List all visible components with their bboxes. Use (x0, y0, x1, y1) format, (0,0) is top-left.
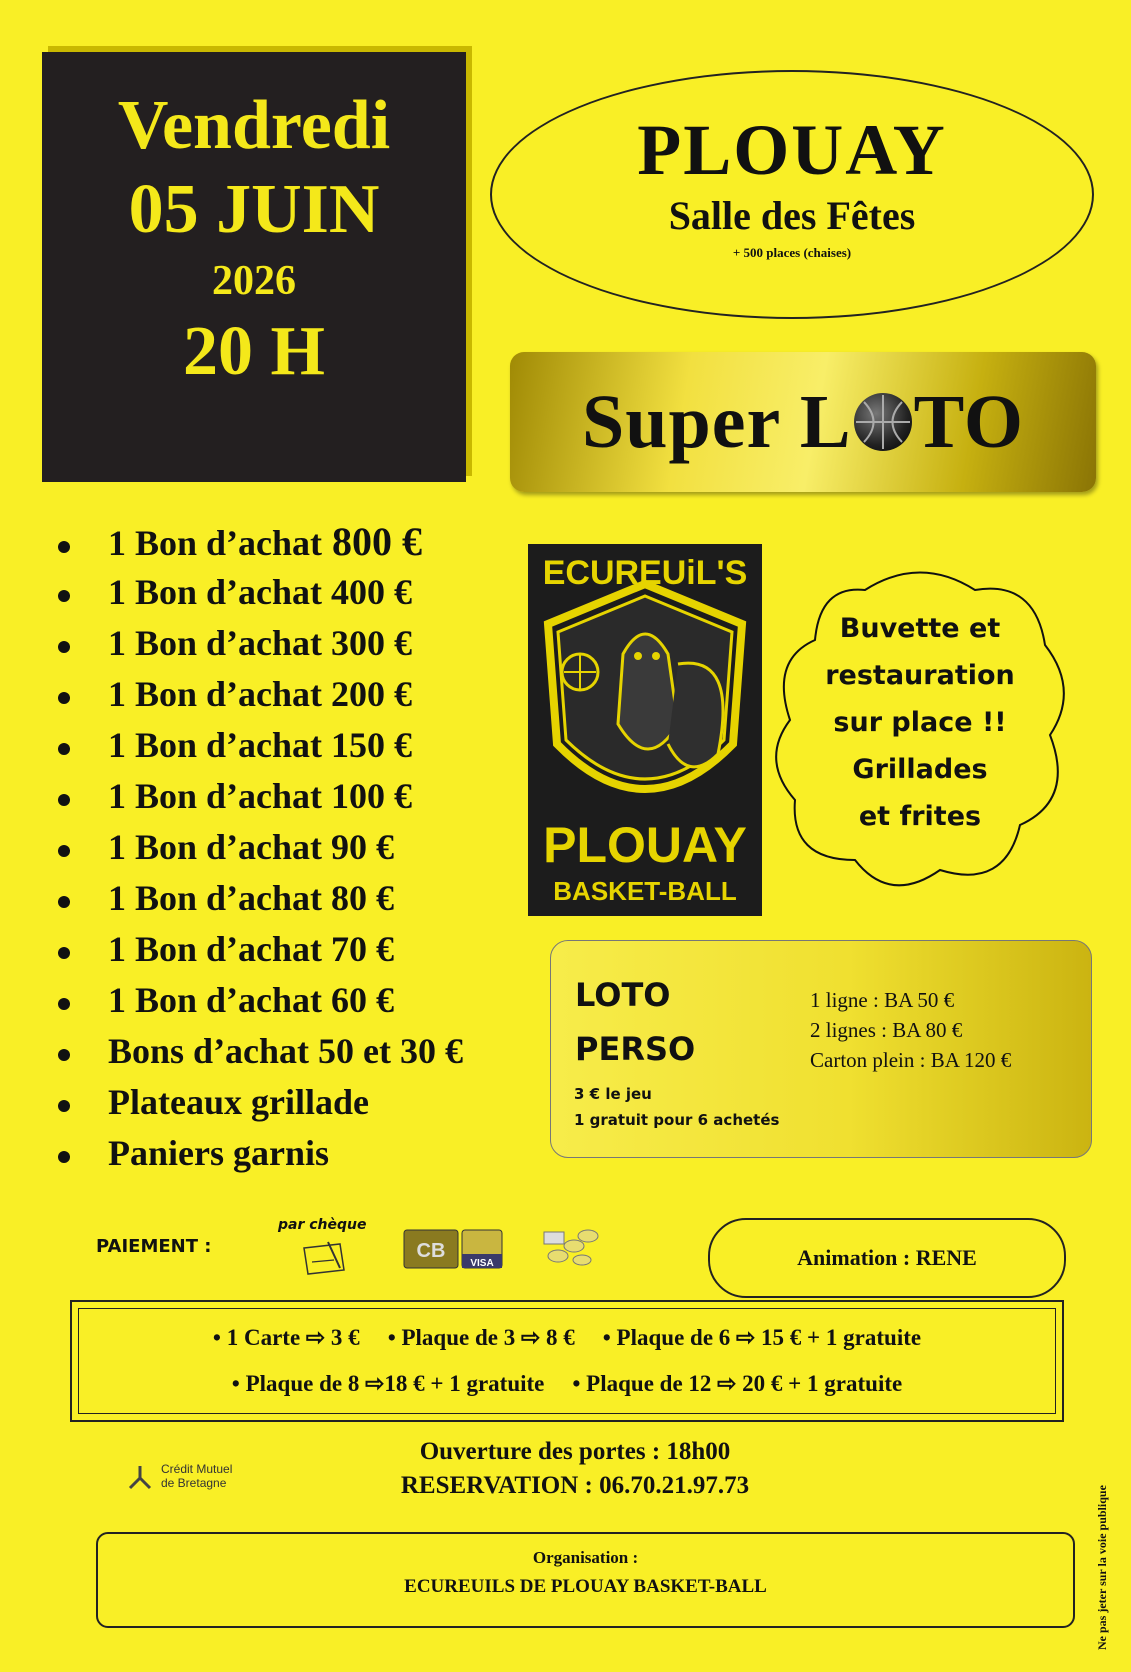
cloud-line: Grillades (852, 754, 988, 785)
bank-name-2: de Bretagne (161, 1476, 227, 1490)
club-logo-sport: BASKET-BALL (553, 876, 737, 906)
side-note: Ne pas jeter sur la voie publique (1095, 1485, 1109, 1650)
animation-info: Animation : RENE (708, 1218, 1066, 1298)
bullet-icon (58, 947, 70, 959)
basketball-icon (854, 393, 912, 451)
hall: Salle des Fêtes (668, 193, 916, 238)
bullet-icon (58, 1151, 70, 1163)
bullet-icon (58, 794, 70, 806)
payment-label: PAIEMENT : (96, 1236, 212, 1257)
opening-time: Ouverture des portes : 18h00 (419, 1438, 731, 1465)
bullet-icon (58, 845, 70, 857)
cloud-text (795, 605, 1045, 840)
prize-item (58, 975, 578, 1026)
opening-info (200, 1435, 950, 1503)
prize-item (58, 618, 578, 669)
prize-item (58, 1026, 578, 1077)
cloud-line: sur place !! (833, 707, 1007, 738)
tariff-row-2 (79, 1371, 1055, 1397)
prize-amount: 70 € (322, 929, 395, 969)
prize-label: 1 Bon d’achat (108, 980, 323, 1020)
year: 2026 (212, 258, 296, 304)
prize-item (58, 822, 578, 873)
loto-perso-price: 2 lignes : BA 80 € (810, 1018, 963, 1042)
prize-item (58, 1128, 578, 1179)
tariff-item: • Plaque de 12 ⇨ 20 € + 1 gratuite (572, 1371, 903, 1396)
prize-label: Paniers garnis (108, 1133, 329, 1173)
prize-list (58, 516, 578, 1179)
tariff-item: • Plaque de 3 ⇨ 8 € (387, 1325, 575, 1350)
prize-label: 1 Bon d’achat (108, 674, 323, 714)
date-box (42, 52, 466, 482)
prize-label: 1 Bon d’achat (108, 827, 323, 867)
prize-item (58, 873, 578, 924)
tariff-item: • Plaque de 6 ⇨ 15 € + 1 gratuite (602, 1325, 922, 1350)
cloud-line: Buvette et (839, 613, 1001, 644)
club-logo (528, 544, 762, 916)
prize-amount: 200 € (322, 674, 413, 714)
prize-label: 1 Bon d’achat (108, 623, 323, 663)
loto-perso-title-1: LOTO (575, 976, 671, 1014)
loto-perso-price: 1 ligne : BA 50 € (810, 988, 955, 1012)
capacity: + 500 places (chaises) (732, 245, 852, 260)
prize-amount: 300 € (322, 623, 413, 663)
organisation-label: Organisation : (532, 1548, 639, 1567)
prize-label: 1 Bon d’achat (108, 776, 323, 816)
event-title-part2: TO (913, 380, 1025, 464)
event-title-part1: Super L (581, 380, 852, 464)
loto-perso-title (575, 968, 695, 1076)
weekday: Vendredi (117, 87, 391, 164)
coins-icon (538, 1220, 608, 1276)
bullet-icon (58, 1100, 70, 1112)
prize-amount: 60 € (322, 980, 395, 1020)
tariff-row-1 (79, 1325, 1055, 1351)
prize-item (58, 720, 578, 771)
prize-label: 1 Bon d’achat (108, 878, 323, 918)
tariff-box (70, 1300, 1064, 1422)
prize-item (58, 771, 578, 822)
bank-logo-icon (125, 1462, 155, 1492)
prize-amount: 90 € (322, 827, 395, 867)
prize-amount: 400 € (322, 572, 413, 612)
prize-amount: 800 € (322, 519, 423, 564)
prize-item (58, 1077, 578, 1128)
bullet-icon (58, 541, 70, 553)
loto-perso-title-2: PERSO (575, 1030, 696, 1068)
prize-amount: 150 € (322, 725, 413, 765)
prize-amount: 100 € (322, 776, 413, 816)
prize-label: 1 Bon d’achat (108, 523, 323, 563)
loto-perso-prices (810, 985, 1011, 1075)
bullet-icon (58, 641, 70, 653)
bullet-icon (58, 590, 70, 602)
prize-label: Plateaux grillade (108, 1082, 369, 1122)
organisation-box (96, 1532, 1075, 1628)
organisation-name: ECUREUILS DE PLOUAY BASKET-BALL (404, 1576, 767, 1597)
tariff-item: • 1 Carte ⇨ 3 € (212, 1325, 360, 1350)
tariff-item: • Plaque de 8 ⇨18 € + 1 gratuite (231, 1371, 545, 1396)
prize-label: 1 Bon d’achat (108, 572, 323, 612)
bullet-icon (58, 896, 70, 908)
prize-amount: 80 € (322, 878, 395, 918)
price-per-game: 3 € le jeu (574, 1085, 652, 1103)
prize-label: Bons d’achat 50 et 30 € (108, 1031, 464, 1071)
visa-label: VISA (470, 1258, 494, 1269)
bullet-icon (58, 743, 70, 755)
loto-perso-price: Carton plein : BA 120 € (810, 1048, 1012, 1072)
location-ellipse (490, 70, 1094, 319)
cloud-line: et frites (858, 801, 982, 832)
time: 20 H (183, 313, 325, 390)
town: PLOUAY (637, 110, 947, 190)
svg-text:CB: CB (416, 1240, 446, 1262)
loto-perso-note (574, 1081, 779, 1133)
bullet-icon (58, 998, 70, 1010)
day-month: 05 JUIN (128, 171, 380, 248)
bullet-icon (58, 1049, 70, 1061)
reservation: RESERVATION : 06.70.21.97.73 (400, 1472, 750, 1499)
super-loto-banner (510, 352, 1096, 492)
prize-item (58, 669, 578, 720)
offer: 1 gratuit pour 6 achetés (574, 1111, 780, 1129)
prize-label: 1 Bon d’achat (108, 725, 323, 765)
club-logo-name: PLOUAY (543, 817, 747, 873)
cheque-label: par chèque (278, 1217, 367, 1233)
bank-card-icon (402, 1226, 506, 1272)
prize-item (58, 924, 578, 975)
cloud-line: restauration (825, 660, 1015, 691)
bullet-icon (58, 692, 70, 704)
cheque-icon (300, 1240, 350, 1280)
prize-item (58, 516, 578, 567)
bank-name-1: Crédit Mutuel (161, 1462, 233, 1476)
prize-item (58, 567, 578, 618)
club-logo-top: ECUREUiL'S (542, 554, 748, 592)
prize-label: 1 Bon d’achat (108, 929, 323, 969)
